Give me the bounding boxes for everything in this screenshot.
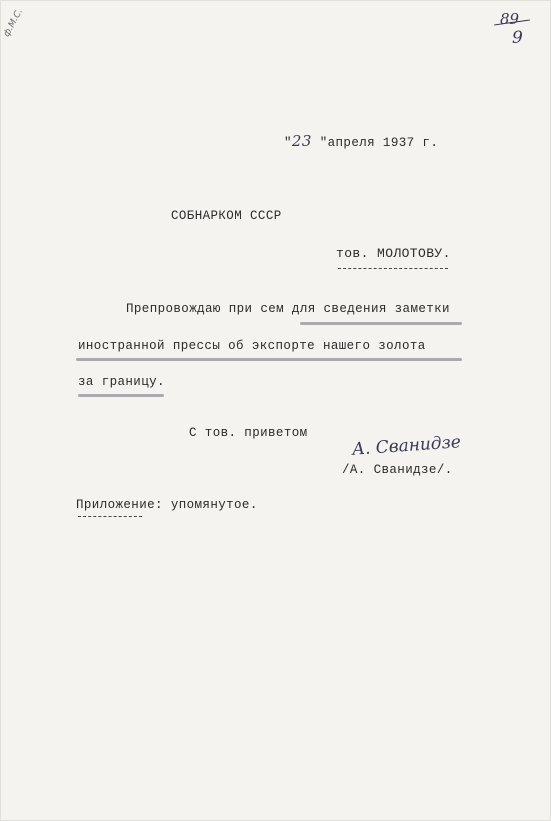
date-day: 23 <box>291 132 312 150</box>
body-line-3: за границу. <box>78 375 165 389</box>
body-pencil-underline-3 <box>78 394 164 397</box>
handwritten-signature: А. Сванидзе <box>351 432 462 460</box>
attachment-underline <box>78 516 142 517</box>
date-month-year: апреля 1937 г. <box>327 136 439 150</box>
typed-signatory-name: /А. Сванидзе/. <box>342 463 453 477</box>
attachment-line: Приложение: упомянутое. <box>76 498 258 512</box>
archive-number-sub: 9 <box>512 28 523 48</box>
body-pencil-underline-2 <box>76 358 462 361</box>
date-quote-open: " <box>284 136 292 150</box>
body-pencil-underline-1 <box>300 322 462 325</box>
closing-greeting: С тов. приветом <box>189 426 308 440</box>
archive-number: 89 <box>500 10 520 28</box>
addressee-organization: СОБНАРКОМ СССР <box>171 209 282 223</box>
corner-pencil-note: ф.М.С. <box>2 7 26 39</box>
date-line <box>284 132 438 150</box>
body-line-2: иностранной прессы об экспорте нашего золота <box>78 339 426 353</box>
recipient-underline <box>338 268 448 269</box>
addressee-recipient: тов. МОЛОТОВУ. <box>336 246 451 261</box>
date-quote-close: " <box>319 136 328 150</box>
body-line-1: Препровождаю при сем для сведения заметки <box>126 302 450 316</box>
